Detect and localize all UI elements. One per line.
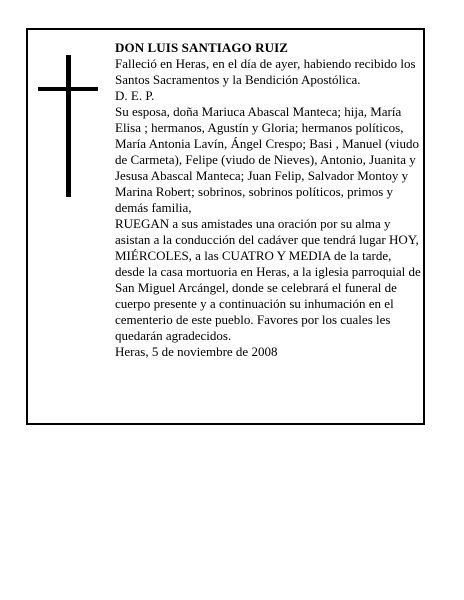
cross-horizontal-bar xyxy=(38,87,98,91)
death-statement: Falleció en Heras, en el día de ayer, habiendo recibido los Santos Sacramentos y la Bendición Apostólica. xyxy=(115,56,416,87)
family-list: Su esposa, doña Mariuca Abascal Manteca; hija, María Elisa ; hermanos, Agustín y Gloria; hermanos políticos, María Antonia Lavín, Ángel Crespo; Basi , Manuel (viudo de Carmeta), Felipe (viudo de Nieves), Antonio, Juanita y Jesusa Abascal Manteca; Juan Felip, Salvador Montoy y Marina Robert; sobrinos, sobrinos políticos, primos y demás familia, xyxy=(115,104,420,215)
notice-text xyxy=(115,40,421,360)
funeral-request: RUEGAN a sus amistades una oración por su alma y asistan a la conducción del cadáver que tendrá lugar HOY, MIÉRCOLES, a las CUATRO Y MEDIA de la tarde, desde la casa mortuoria en Heras, a la iglesia parroquial de San Miguel Arcángel, donde se celebrará el funeral de cuerpo presente y a continuación su inhumación en el cementerio de este pueblo. Favores por los cuales les quedarán agradecidos. xyxy=(115,216,421,343)
deceased-name: DON LUIS SANTIAGO RUIZ xyxy=(115,40,289,55)
cross-vertical-bar xyxy=(66,55,71,197)
place-date: Heras, 5 de noviembre de 2008 xyxy=(115,344,278,359)
obituary-notice xyxy=(26,28,425,425)
rip-abbreviation: D. E. P. xyxy=(115,88,155,103)
